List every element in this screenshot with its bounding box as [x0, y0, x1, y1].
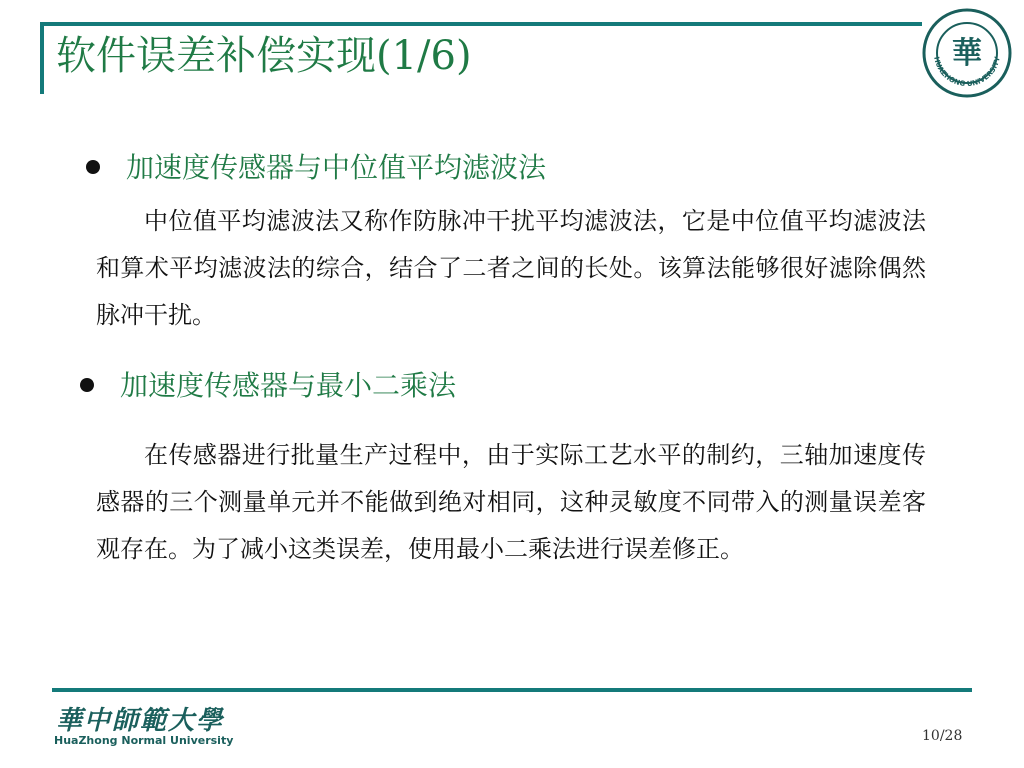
bullet-dot-icon — [80, 378, 94, 392]
bullet-heading-1 — [86, 146, 546, 186]
bullet-heading-text: 加速度传感器与中位值平均滤波法 — [126, 151, 547, 184]
svg-text:華: 華 — [952, 36, 982, 71]
university-seal-icon — [922, 8, 1012, 98]
footer-university-en: HuaZhong Normal University — [54, 734, 234, 747]
title-bar — [40, 22, 922, 26]
bullet-heading-2 — [80, 364, 456, 404]
paragraph-1: 中位值平均滤波法又称作防脉冲干扰平均滤波法，它是中位值平均滤波法和算术平均滤波法的综合，结合了二者之间的长处。该算法能够很好滤除偶然脉冲干扰。 — [96, 207, 926, 329]
title-side-bar — [40, 22, 44, 94]
bullet-heading-text: 加速度传感器与最小二乘法 — [120, 369, 457, 402]
paragraph-2: 在传感器进行批量生产过程中，由于实际工艺水平的制约，三轴加速度传感器的三个测量单元并不能做到绝对相同，这种灵敏度不同带入的测量误差客观存在。为了减小这类误差，使用最小二乘法进行误差修正。 — [96, 441, 926, 563]
page-number: 10/28 — [922, 728, 963, 744]
slide-title: 软件误差补偿实现(1/6) — [56, 33, 472, 79]
svg-text:HUAZHONG UNIVERSITY: HUAZHONG UNIVERSITY — [932, 55, 1002, 89]
footer-university-cn: 華中師範大學 — [56, 706, 225, 736]
footer-line — [52, 688, 972, 692]
bullet-dot-icon — [86, 160, 100, 174]
